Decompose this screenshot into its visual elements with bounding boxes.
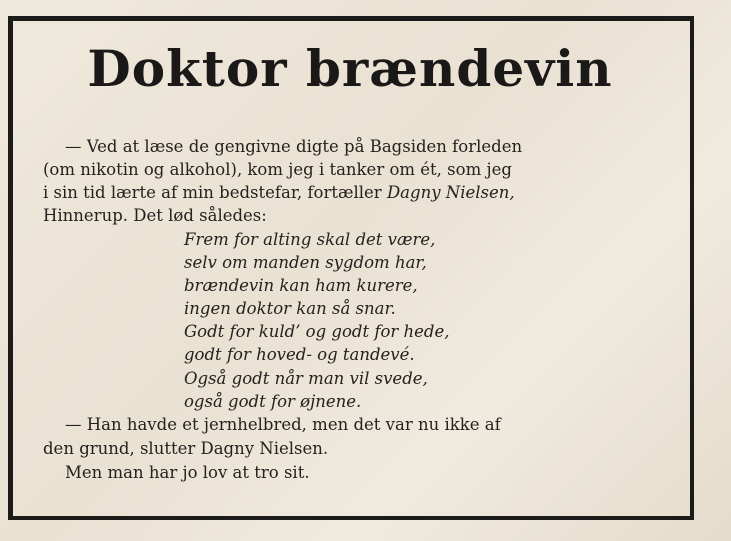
intro-line-2: (om nikotin og alkohol), kom jeg i tanker om ét, som jeg — [43, 160, 512, 179]
intro-line-3 — [43, 185, 515, 202]
closing-line-2: den grund, slutter Dagny Nielsen. — [43, 439, 329, 458]
poem-line-1: Frem for alting skal det være, — [184, 230, 436, 249]
intro-line-1: — Ved at læse de gengivne digte på Bagsiden forleden — [65, 137, 523, 156]
poem-line-4: ingen doktor kan så snar. — [184, 299, 396, 318]
poem-line-6: godt for hoved- og tandevé. — [184, 345, 415, 364]
poem-line-7: Også godt når man vil svede, — [184, 369, 428, 388]
intro-line-4: Hinnerup. Det lød således: — [43, 206, 267, 225]
article-title: Doktor brændevin — [87, 39, 613, 98]
poem-line-3: brændevin kan ham kurere, — [184, 276, 418, 295]
poem-line-5: Godt for kuld’ og godt for hede, — [184, 322, 450, 341]
intro-line-3-text: i sin tid lærte af min bedstefar, fortæller — [43, 183, 382, 202]
closing-line-3: Men man har jo lov at tro sit. — [65, 463, 310, 482]
closing-line-1: — Han havde et jernhelbred, men det var nu ikke af — [65, 415, 501, 434]
poem-line-2: selv om manden sygdom har, — [184, 253, 427, 272]
author-name: Dagny Nielsen, — [386, 183, 515, 202]
poem-line-8: også godt for øjnene. — [184, 392, 362, 411]
